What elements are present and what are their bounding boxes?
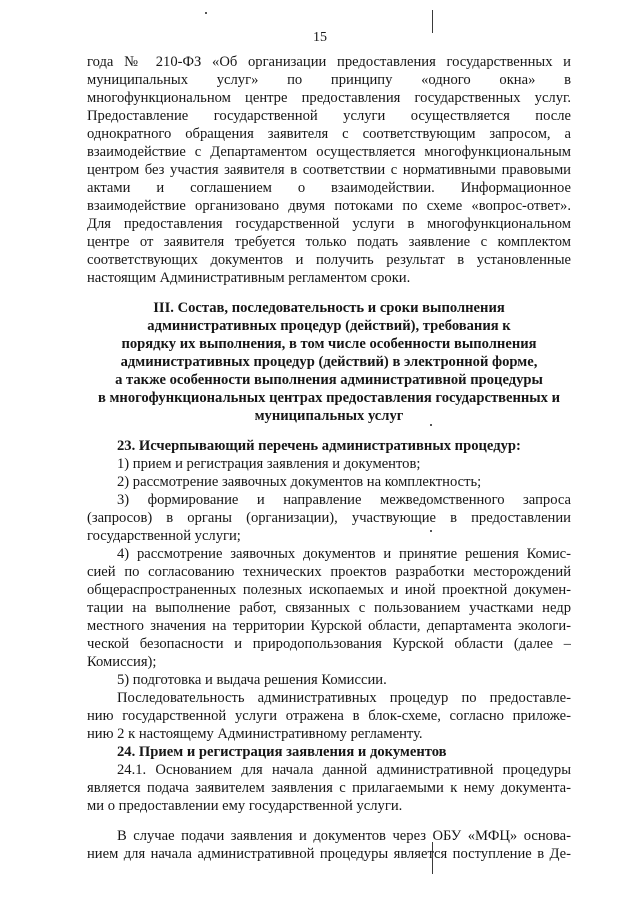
text-line: 23. Исчерпывающий перечень административных процедур: [117, 438, 521, 454]
text-line: а также особенности выполнения административной процедуры [115, 372, 543, 388]
text-line: нию государственной услуги отражена в блок-схеме, согласно приложе- [87, 708, 571, 724]
text-line: местного значения на территории Курской области, департамента экологи- [87, 618, 571, 634]
text-line: ческой безопасности и природопользования Курской области (далее – [87, 636, 571, 652]
text-line: 24.1. Основанием для начала данной административной процедуры [117, 762, 571, 778]
text-line: Комиссия); [87, 654, 157, 670]
text-line: муниципальных услуг [254, 408, 404, 424]
text-line: 1) прием и регистрация заявления и документов; [117, 456, 421, 472]
text-line: административных процедур (действий), требования к [147, 318, 511, 334]
text-line: Для предоставления государственной услуги в многофункциональном [87, 216, 571, 232]
text-line: года № 210-ФЗ «Об организации предоставления государственных и [87, 54, 571, 70]
text-line: (запросов) в органы (организации), участвующие в предоставлении [87, 510, 571, 526]
text-line: 3) формирование и направление межведомственного запроса [117, 492, 571, 508]
text-line: нием для начала административной процедуры является поступление в Де- [87, 846, 571, 862]
text-line: взаимодействие организовано двумя потоками по схеме «вопрос-ответ». [87, 198, 571, 214]
text-line: общераспространенных полезных ископаемых и иной проектной докумен- [87, 582, 571, 598]
text-line: государственной услуги; [87, 528, 241, 544]
text-line: порядку их выполнения, в том числе особенности выполнения [121, 336, 537, 352]
text-line: 24. Прием и регистрация заявления и документов [117, 744, 447, 760]
text-line: III. Состав, последовательность и сроки выполнения [153, 300, 505, 316]
text-line: настоящим Административным регламентом сроки. [87, 270, 411, 286]
text-line: центром без участия заявителя в соответствии с нормативными правовыми [87, 162, 571, 178]
text-line: актами и соглашением о взаимодействии. Информационное [87, 180, 571, 196]
text-line: однократного обращения заявителя с соответствующим запросом, а [87, 126, 571, 142]
text-line: является подача заявителем заявления с прилагаемыми к нему документа- [87, 780, 571, 796]
text-line: 4) рассмотрение заявочных документов и принятие решения Комис- [117, 546, 571, 562]
text-line: 5) подготовка и выдача решения Комиссии. [117, 672, 387, 688]
text-line: центре от заявителя требуется только подать заявление с комплектом [87, 234, 571, 250]
text-line: взаимодействие с Департаментом осуществляется многофункциональным [87, 144, 571, 160]
text-line: 2) рассмотрение заявочных документов на комплектность; [117, 474, 482, 490]
text-line: Последовательность административных процедур по предоставле- [117, 690, 571, 706]
text-line: тации на выполнение работ, связанных с пользованием участками недр [87, 600, 571, 616]
text-line: нию 2 к настоящему Административному регламенту. [87, 726, 423, 742]
text-line: муниципальных услуг» по принципу «одного окна» в [87, 72, 571, 88]
text-line: административных процедур (действий) в электронной форме, [120, 354, 538, 370]
text-line: в многофункциональных центрах предоставления государственных и [97, 390, 561, 406]
text-line: Предоставление государственной услуги осуществляется после [87, 108, 571, 124]
text-line: В случае подачи заявления и документов через ОБУ «МФЦ» основа- [117, 828, 571, 844]
text-line: соответствующих документов и получить результат в установленные [87, 252, 571, 268]
text-line: сией по согласованию технических проектов разработки месторождений [87, 564, 571, 580]
text-line: ми о предоставлении ему государственной услуги. [87, 798, 403, 814]
page-number: 15 [313, 30, 327, 45]
text-line: многофункциональном центре предоставления государственных услуг. [87, 90, 571, 106]
